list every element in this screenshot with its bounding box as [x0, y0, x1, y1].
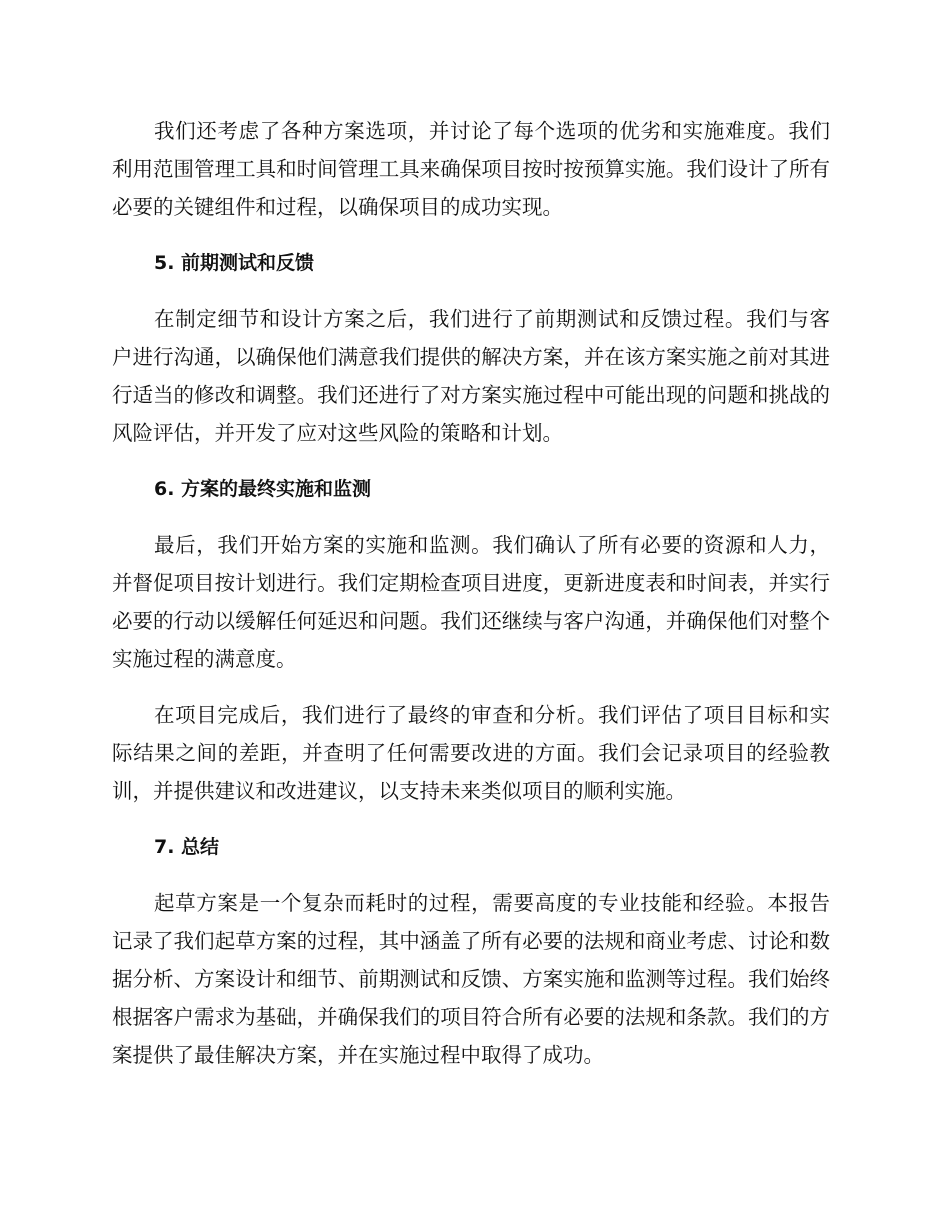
paragraph-summary: 起草方案是一个复杂而耗时的过程，需要高度的专业技能和经验。本报告记录了我们起草方案的过程，其中涵盖了所有必要的法规和商业考虑、讨论和数据分析、方案设计和细节、前期测试和反馈、方案实施和监测等过程。我们始终根据客户需求为基础，并确保我们的项目符合所有必要的法规和条款。我们的方案提供了最佳解决方案，并在实施过程中取得了成功。 — [112, 891, 830, 1067]
paragraph-review: 在项目完成后，我们进行了最终的审查和分析。我们评估了项目目标和实际结果之间的差距，并查明了任何需要改进的方面。我们会记录项目的经验教训，并提供建议和改进建议，以支持未来类似项目的顺利实施。 — [112, 703, 830, 803]
document-page — [112, 112, 830, 1092]
paragraph-options: 我们还考虑了各种方案选项，并讨论了每个选项的优劣和实施难度。我们利用范围管理工具和时间管理工具来确保项目按时按预算实施。我们设计了所有必要的关键组件和过程，以确保项目的成功实现。 — [112, 119, 830, 219]
heading-summary: 7. 总结 — [154, 836, 220, 858]
heading-early-testing: 5. 前期测试和反馈 — [154, 252, 315, 274]
paragraph-early-testing: 在制定细节和设计方案之后，我们进行了前期测试和反馈过程。我们与客户进行沟通，以确保他们满意我们提供的解决方案，并在该方案实施之前对其进行适当的修改和调整。我们还进行了对方案实施过程中可能出现的问题和挑战的风险评估，并开发了应对这些风险的策略和计划。 — [112, 307, 830, 445]
heading-final-implementation: 6. 方案的最终实施和监测 — [154, 478, 372, 500]
paragraph-implementation: 最后，我们开始方案的实施和监测。我们确认了所有必要的资源和人力，并督促项目按计划进行。我们定期检查项目进度，更新进度表和时间表，并实行必要的行动以缓解任何延迟和问题。我们还继续与客户沟通，并确保他们对整个实施过程的满意度。 — [112, 533, 830, 671]
